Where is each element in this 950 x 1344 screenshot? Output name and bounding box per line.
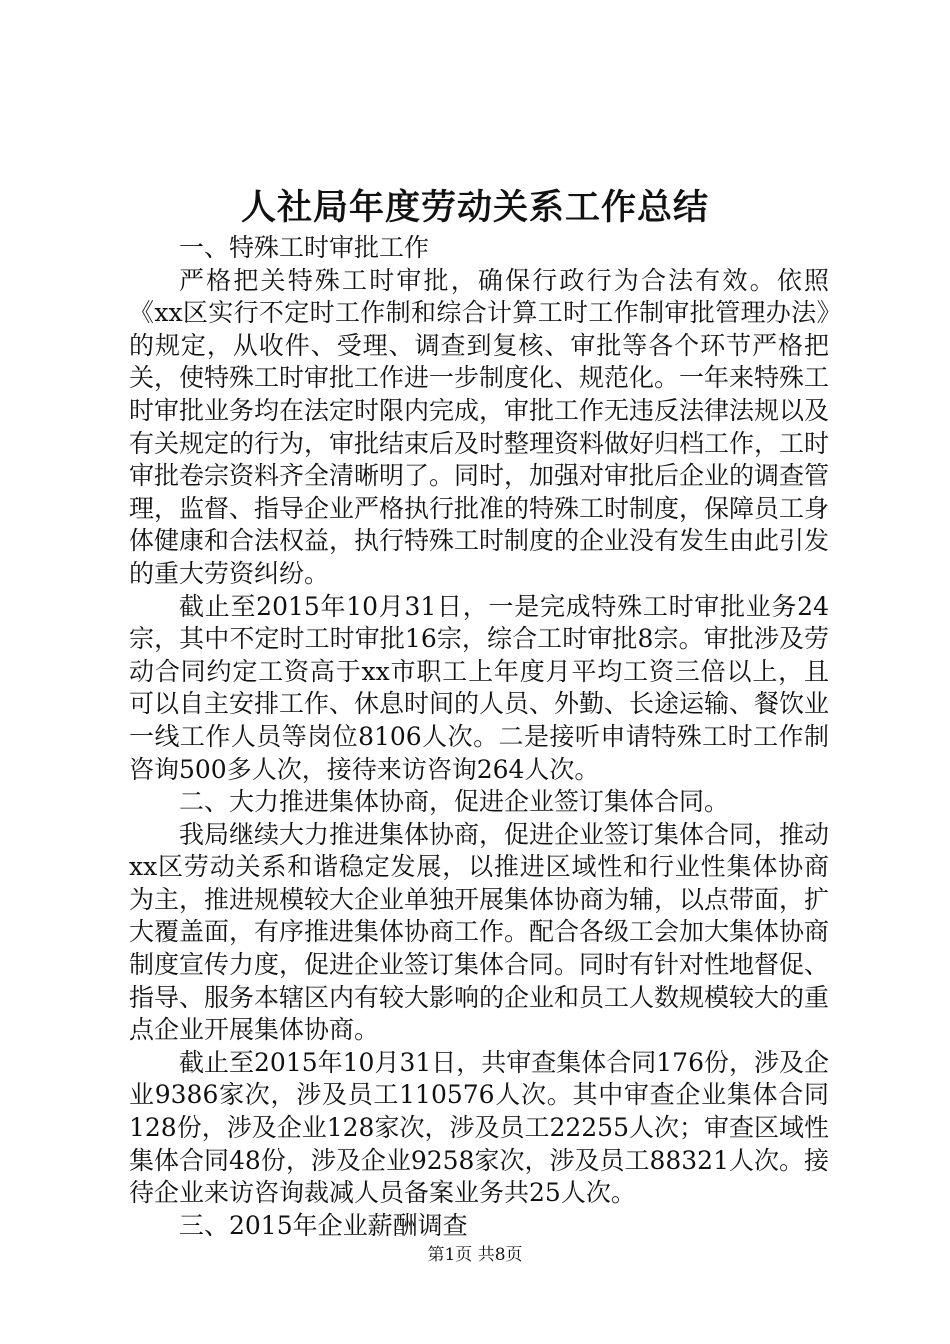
- section-heading-2: 二、大力推进集体协商，促进企业签订集体合同。: [179, 787, 730, 817]
- section-heading-1: 一、特殊工时审批工作: [179, 233, 430, 262]
- document-body: [129, 232, 829, 1242]
- paragraph-4: 截止至2015年10月31日，共审查集体合同176份，涉及企业9386家次，涉及员工110576人次。其中审查企业集体合同128份，涉及企业128家次，涉及员工22255人次；审查区域性集体合同48份，涉及企业9258家次，涉及员工88321人次。接待企业来访咨询裁减人员备案业务共25人次。: [129, 1047, 829, 1208]
- paragraph-3: 我局继续大力推进集体协商，促进企业签订集体合同，推动xx区劳动关系和谐稳定发展，以推进区域性和行业性集体协商为主，推进规模较大企业单独开展集体协商为辅，以点带面，扩大覆盖面，有序推进集体协商工作。配合各级工会加大集体协商制度宣传力度，促进企业签订集体合同。同时有针对性地督促、指导、服务本辖区内有较大影响的企业和员工人数规模较大的重点企业开展集体协商。: [129, 819, 830, 1045]
- paragraph-2: 截止至2015年10月31日，一是完成特殊工时审批业务24宗，其中不定时工时审批16宗，综合工时审批8宗。审批涉及劳动合同约定工资高于xx市职工上年度月平均工资三倍以上，且可以自主安排工作、休息时间的人员、外勤、长途运输、餐饮业一线工作人员等岗位8106人次。二是接听申请特殊工时工作制咨询500多人次，接待来访咨询264人次。: [129, 591, 830, 784]
- document-title: 人社局年度劳动关系工作总结: [240, 187, 709, 228]
- paragraph-1: 严格把关特殊工时审批，确保行政行为合法有效。依照《xx区实行不定时工作制和综合计算工时工作制审批管理办法》的规定，从收件、受理、调查到复核、审批等各个环节严格把关，使特殊工时审批工作进一步制度化、规范化。一年来特殊工时审批业务均在法定时限内完成，审批工作无违反法律法规以及有关规定的行为，审批结束后及时整理资料做好归档工作，工时审批卷宗资料齐全清晰明了。同时，加强对审批后企业的调查管理，监督、指导企业严格执行批准的特殊工时制度，保障员工身体健康和合法权益，执行特殊工时制度的企业没有发生由此引发的重大劳资纠纷。: [129, 265, 830, 588]
- section-heading-3: 三、2015年企业薪酬调查: [179, 1210, 468, 1240]
- page-footer: 第1页 共8页: [427, 1245, 523, 1265]
